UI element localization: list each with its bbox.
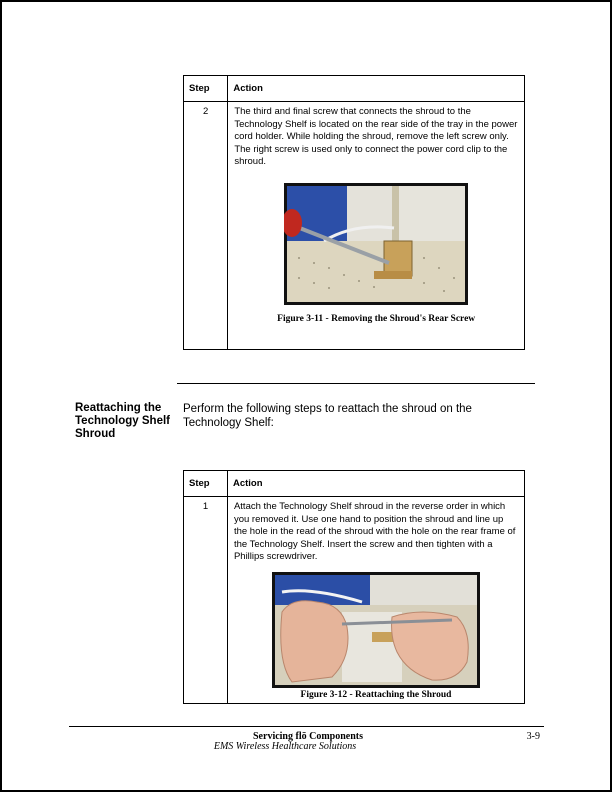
action-column-header: Action bbox=[228, 76, 525, 102]
footer-subtitle: EMS Wireless Healthcare Solutions bbox=[213, 741, 357, 752]
step-column-header: Step bbox=[184, 471, 228, 497]
action-column-header: Action bbox=[227, 471, 524, 497]
page-number: 3-9 bbox=[526, 731, 540, 742]
step-table-2 bbox=[183, 470, 525, 704]
action-text: Attach the Technology Shelf shroud in the reverse order in which you removed it. Use one hand to position the shroud and line up the hole in the read of the shroud with the hole on the rear frame of the Technology Shelf. Insert the screw and then tighten with a Phillips screwdriver. bbox=[233, 501, 516, 562]
step-number: 1 bbox=[184, 497, 228, 704]
figure-caption: Figure 3-12 - Reattaching the Shroud bbox=[300, 689, 452, 700]
action-text: The third and final screw that connects the shroud to the Technology Shelf is located on the rear side of the tray in the power cord holder. While holding the shroud, remove the left screw only. The right screw is used only to connect the power cord clip to the shroud. bbox=[234, 106, 518, 167]
action-cell bbox=[227, 497, 524, 704]
step-column-header: Step bbox=[184, 76, 228, 102]
footer-rule bbox=[69, 726, 544, 727]
step-table-1 bbox=[183, 75, 525, 350]
shroud-rear-screw-image bbox=[284, 183, 468, 305]
figure-caption: Figure 3-11 - Removing the Shroud's Rear Screw bbox=[277, 313, 476, 324]
reattaching-shroud-image bbox=[272, 572, 480, 688]
section-intro: Perform the following steps to reattach the shroud on the Technology Shelf: bbox=[183, 403, 472, 429]
figure-3-12-photo bbox=[272, 572, 480, 688]
section-heading: Reattaching the Technology Shelf Shroud bbox=[75, 402, 170, 440]
action-cell bbox=[228, 102, 525, 350]
section-divider bbox=[177, 383, 535, 384]
figure-3-11-photo bbox=[284, 183, 468, 305]
footer-title: Servicing flō Components bbox=[253, 731, 363, 742]
step-number: 2 bbox=[184, 102, 228, 350]
